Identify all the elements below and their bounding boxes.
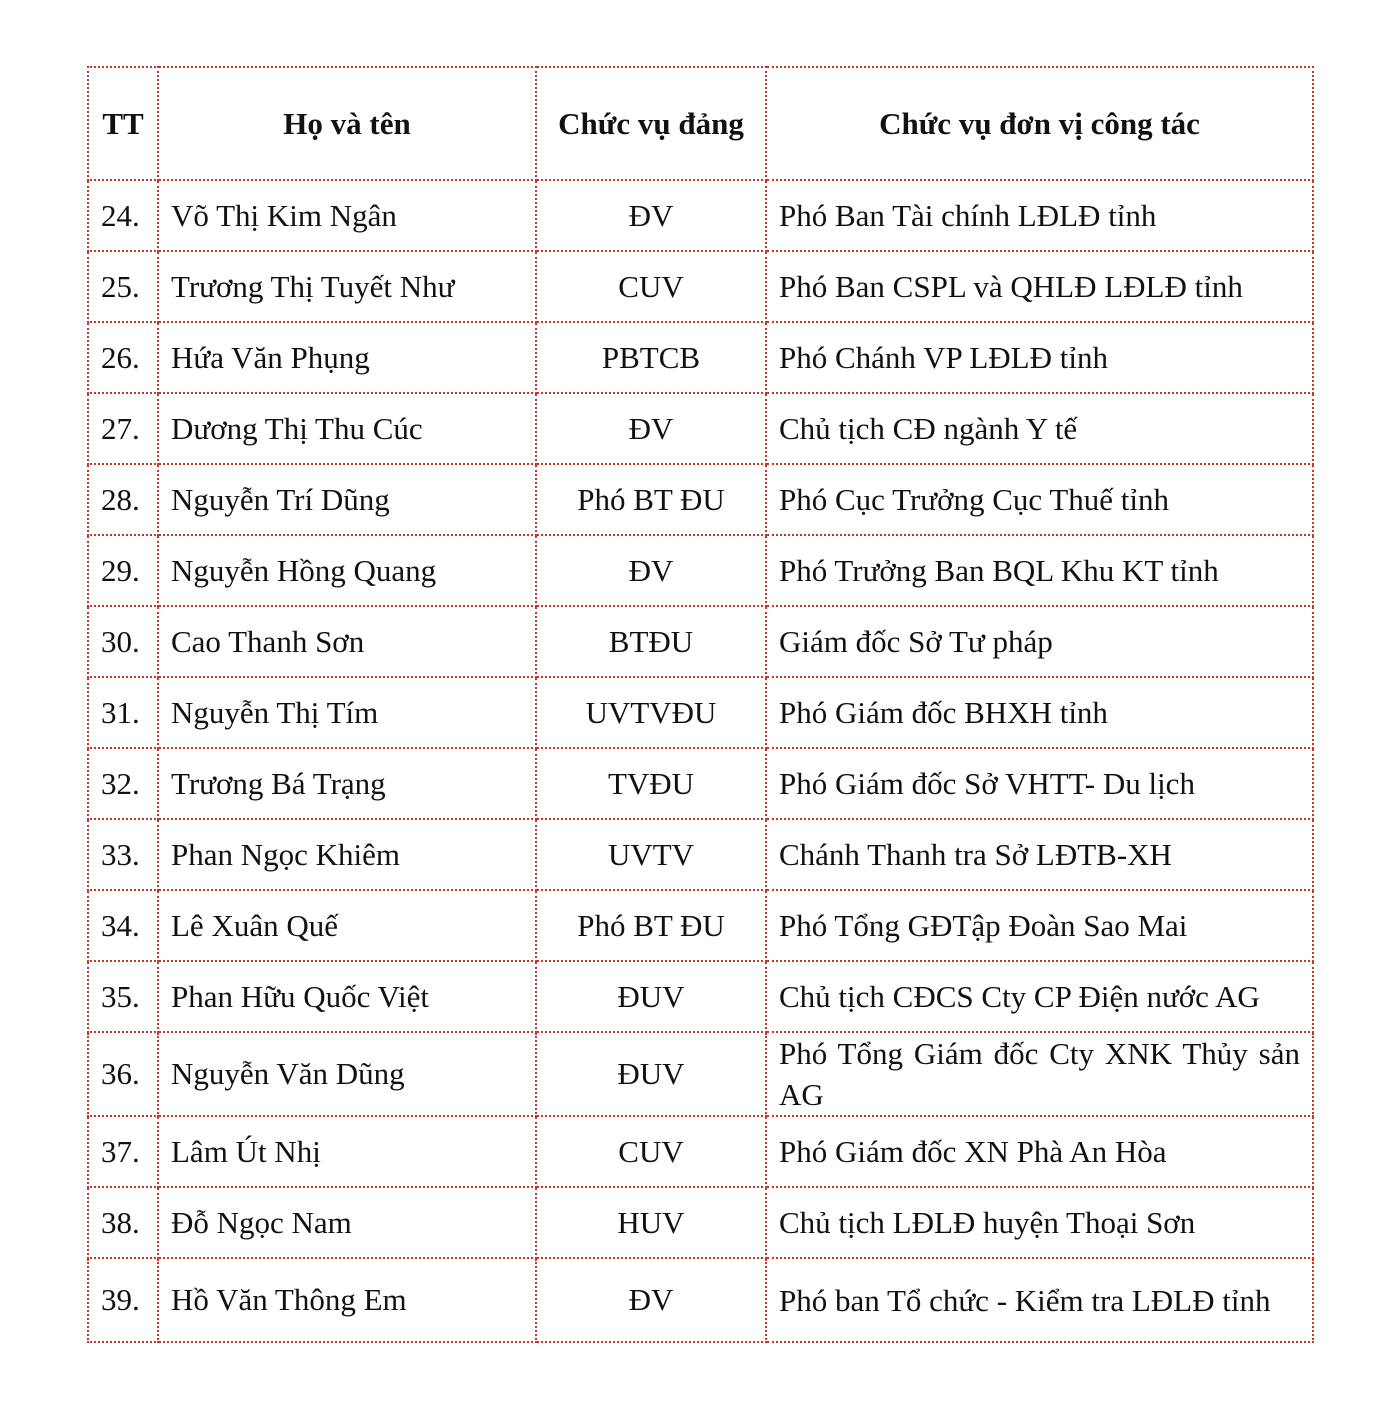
work-position-cell: Phó Tổng GĐTập Đoàn Sao Mai <box>766 890 1313 961</box>
party-position-cell: TVĐU <box>536 748 766 819</box>
table-row <box>88 819 1313 890</box>
table-row <box>88 1032 1313 1116</box>
row-number-cell: 37. <box>88 1116 158 1187</box>
member-name-cell: Đỗ Ngọc Nam <box>158 1187 536 1258</box>
table-body <box>88 180 1313 1342</box>
member-name-cell: Nguyễn Văn Dũng <box>158 1032 536 1116</box>
row-number-cell: 35. <box>88 961 158 1032</box>
party-position-cell: BTĐU <box>536 606 766 677</box>
party-position-cell: ĐUV <box>536 961 766 1032</box>
member-name-cell: Trương Thị Tuyết Như <box>158 251 536 322</box>
member-name-cell: Nguyễn Trí Dũng <box>158 464 536 535</box>
party-position-cell: ĐV <box>536 535 766 606</box>
member-name-cell: Dương Thị Thu Cúc <box>158 393 536 464</box>
table-row <box>88 1187 1313 1258</box>
party-position-cell: CUV <box>536 1116 766 1187</box>
party-position-cell: UVTVĐU <box>536 677 766 748</box>
work-position-cell: Phó Giám đốc BHXH tỉnh <box>766 677 1313 748</box>
personnel-table <box>87 66 1314 1343</box>
table-row <box>88 535 1313 606</box>
party-position-cell: ĐV <box>536 393 766 464</box>
member-name-cell: Lâm Út Nhị <box>158 1116 536 1187</box>
party-position-cell: ĐV <box>536 180 766 251</box>
work-position-cell: Phó Chánh VP LĐLĐ tỉnh <box>766 322 1313 393</box>
member-name-cell: Nguyễn Hồng Quang <box>158 535 536 606</box>
row-number-cell: 33. <box>88 819 158 890</box>
row-number-cell: 38. <box>88 1187 158 1258</box>
row-number-cell: 27. <box>88 393 158 464</box>
member-name-cell: Võ Thị Kim Ngân <box>158 180 536 251</box>
row-number-cell: 28. <box>88 464 158 535</box>
row-number-cell: 34. <box>88 890 158 961</box>
row-number-cell: 31. <box>88 677 158 748</box>
table-row <box>88 393 1313 464</box>
row-number-cell: 24. <box>88 180 158 251</box>
header-work-position: Chức vụ đơn vị công tác <box>766 67 1313 180</box>
party-position-cell: Phó BT ĐU <box>536 464 766 535</box>
member-name-cell: Nguyễn Thị Tím <box>158 677 536 748</box>
row-number-cell: 39. <box>88 1258 158 1342</box>
table-row <box>88 251 1313 322</box>
table-row <box>88 677 1313 748</box>
work-position-cell: Phó Cục Trưởng Cục Thuế tỉnh <box>766 464 1313 535</box>
table-row <box>88 890 1313 961</box>
row-number-cell: 29. <box>88 535 158 606</box>
member-name-cell: Phan Ngọc Khiêm <box>158 819 536 890</box>
member-name-cell: Lê Xuân Quế <box>158 890 536 961</box>
header-tt: TT <box>88 67 158 180</box>
table-row <box>88 1258 1313 1342</box>
header-party-position: Chức vụ đảng <box>536 67 766 180</box>
row-number-cell: 30. <box>88 606 158 677</box>
table-row <box>88 1116 1313 1187</box>
table-row <box>88 464 1313 535</box>
row-number-cell: 36. <box>88 1032 158 1116</box>
work-position-cell: Chủ tịch CĐ ngành Y tế <box>766 393 1313 464</box>
work-position-cell: Phó Giám đốc XN Phà An Hòa <box>766 1116 1313 1187</box>
work-position-cell: Phó Trưởng Ban BQL Khu KT tỉnh <box>766 535 1313 606</box>
party-position-cell: ĐV <box>536 1258 766 1342</box>
work-position-cell: Chủ tịch CĐCS Cty CP Điện nước AG <box>766 961 1313 1032</box>
work-position-cell: Phó ban Tổ chức - Kiểm tra LĐLĐ tỉnh <box>766 1258 1313 1342</box>
work-position-cell: Phó Ban Tài chính LĐLĐ tỉnh <box>766 180 1313 251</box>
row-number-cell: 26. <box>88 322 158 393</box>
header-row <box>88 67 1313 180</box>
table-row <box>88 180 1313 251</box>
table-row <box>88 606 1313 677</box>
header-name: Họ và tên <box>158 67 536 180</box>
row-number-cell: 32. <box>88 748 158 819</box>
work-position-cell: Phó Ban CSPL và QHLĐ LĐLĐ tỉnh <box>766 251 1313 322</box>
member-name-cell: Phan Hữu Quốc Việt <box>158 961 536 1032</box>
party-position-cell: UVTV <box>536 819 766 890</box>
table-header <box>88 67 1313 180</box>
row-number-cell: 25. <box>88 251 158 322</box>
work-position-cell: Chủ tịch LĐLĐ huyện Thoại Sơn <box>766 1187 1313 1258</box>
table-row <box>88 748 1313 819</box>
member-name-cell: Hứa Văn Phụng <box>158 322 536 393</box>
party-position-cell: CUV <box>536 251 766 322</box>
member-name-cell: Trương Bá Trạng <box>158 748 536 819</box>
table-row <box>88 961 1313 1032</box>
party-position-cell: Phó BT ĐU <box>536 890 766 961</box>
table-row <box>88 322 1313 393</box>
member-name-cell: Cao Thanh Sơn <box>158 606 536 677</box>
work-position-cell: Chánh Thanh tra Sở LĐTB-XH <box>766 819 1313 890</box>
party-position-cell: HUV <box>536 1187 766 1258</box>
party-position-cell: ĐUV <box>536 1032 766 1116</box>
work-position-cell: Phó Giám đốc Sở VHTT- Du lịch <box>766 748 1313 819</box>
work-position-cell: Phó Tổng Giám đốc Cty XNK Thủy sản AG <box>766 1032 1313 1116</box>
member-name-cell: Hồ Văn Thông Em <box>158 1258 536 1342</box>
party-position-cell: PBTCB <box>536 322 766 393</box>
work-position-cell: Giám đốc Sở Tư pháp <box>766 606 1313 677</box>
